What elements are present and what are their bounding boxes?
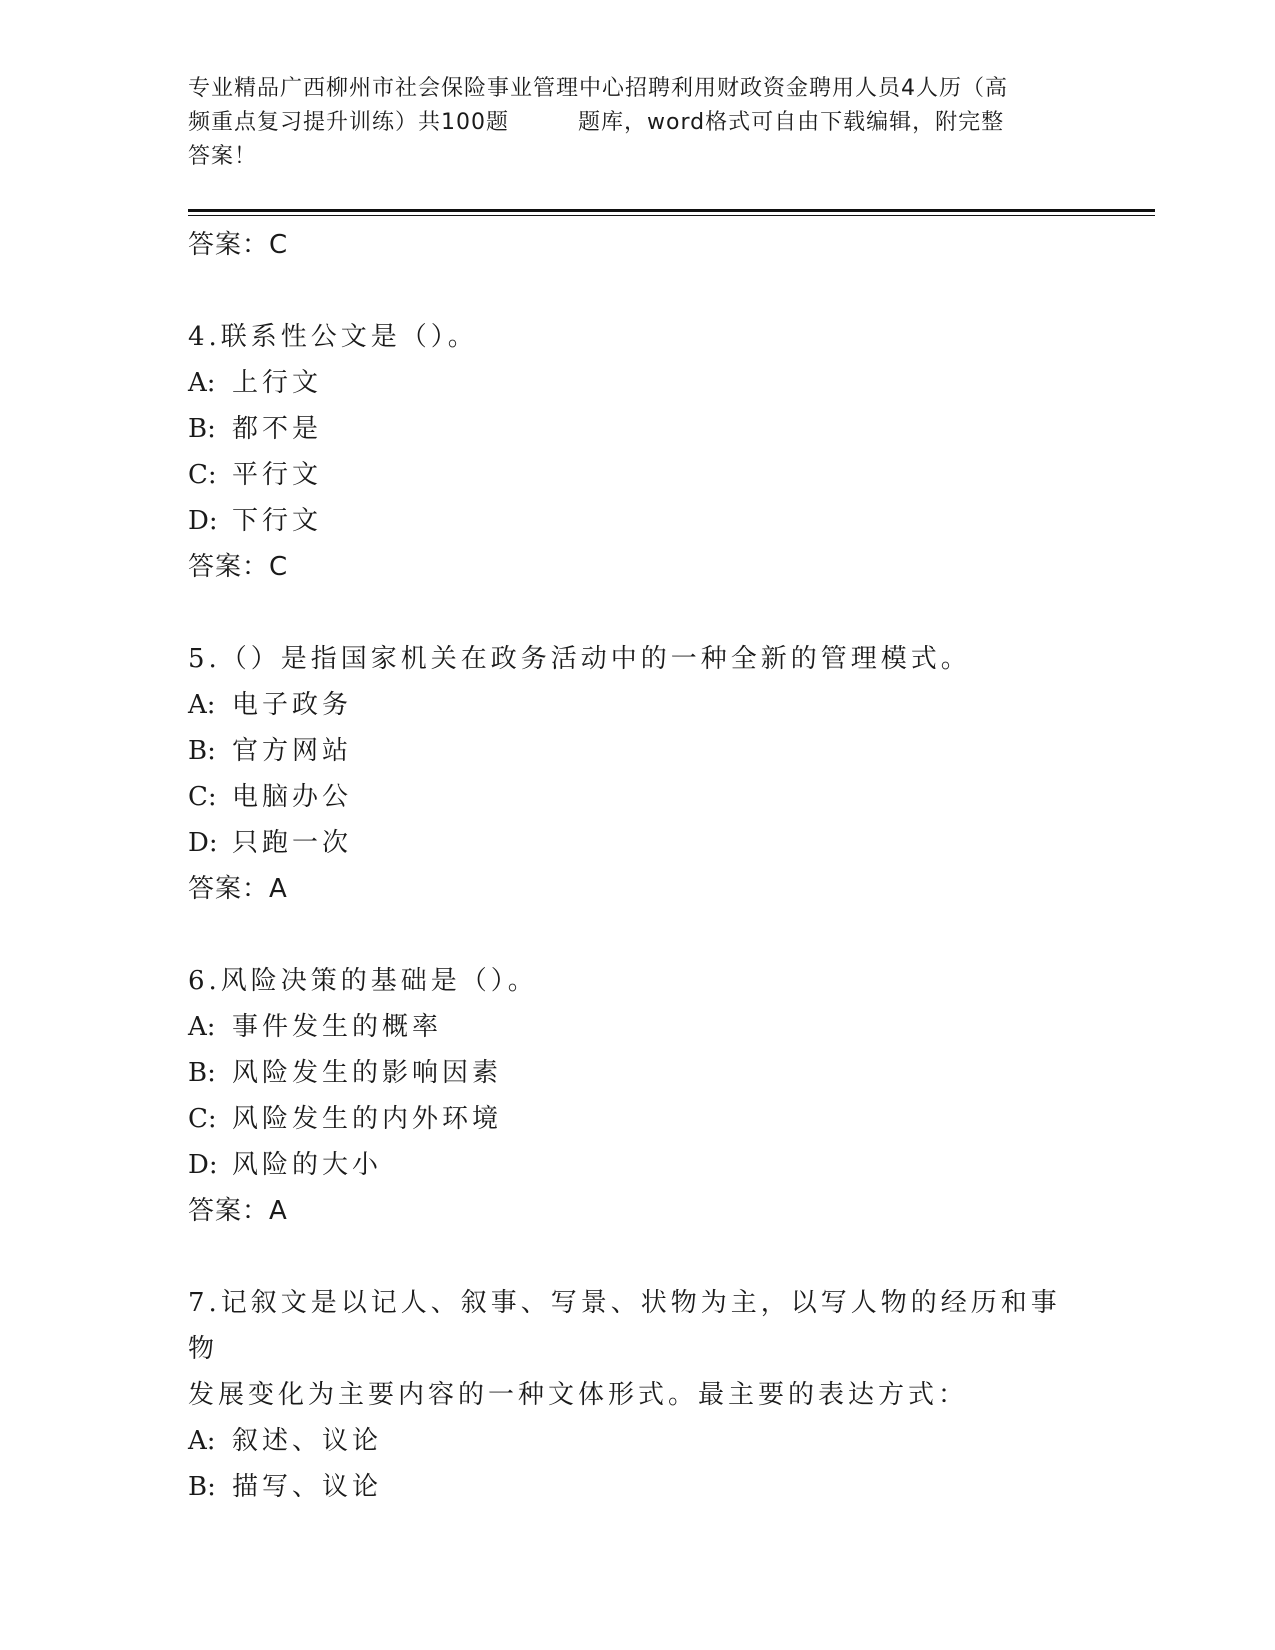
question-text-line: 发展变化为主要内容的一种文体形式。最主要的表达方式：: [188, 1380, 969, 1410]
spacer: [188, 590, 1088, 636]
question-text: 6.风险决策的基础是（）。: [188, 966, 538, 996]
option-letter: A:: [188, 1426, 216, 1456]
option-text: 风险发生的内外环境: [232, 1104, 503, 1134]
question-text-line: 7.记叙文是以记人、叙事、写景、状物为主，以写人物的经历和事物: [188, 1288, 1061, 1364]
option-b: [188, 1464, 1088, 1510]
option-letter: D:: [188, 1150, 218, 1180]
option-text: 上行文: [232, 368, 323, 398]
option-letter: C:: [188, 1104, 217, 1134]
option-text: 平行文: [232, 460, 323, 490]
answer-line: 答案：A: [188, 874, 288, 904]
option-letter: C:: [188, 460, 217, 490]
option-text: 描写、议论: [232, 1472, 383, 1502]
spacer: [188, 912, 1088, 958]
spacer: [188, 1234, 1088, 1280]
question-text: 5.（）是指国家机关在政务活动中的一种全新的管理模式。: [188, 644, 971, 674]
option-c: [188, 452, 1088, 498]
option-c: [188, 1096, 1088, 1142]
option-a: [188, 682, 1088, 728]
option-b: [188, 1050, 1088, 1096]
option-text: 电子政务: [232, 690, 353, 720]
option-text: 都不是: [232, 414, 323, 444]
option-text: 官方网站: [232, 736, 353, 766]
header-line: 答案！: [188, 144, 258, 169]
option-a: [188, 1418, 1088, 1464]
option-letter: A:: [188, 690, 216, 720]
option-letter: B:: [188, 1058, 216, 1088]
option-letter: D:: [188, 506, 218, 536]
option-b: [188, 728, 1088, 774]
option-d: [188, 498, 1088, 544]
option-b: [188, 406, 1088, 452]
option-c: [188, 774, 1088, 820]
answer-line: 答案：C: [188, 552, 289, 582]
header-line: 频重点复习提升训练）共100题 题库，word格式可自由下载编辑，附完整: [188, 110, 1005, 135]
option-text: 叙述、议论: [232, 1426, 383, 1456]
option-letter: B:: [188, 1472, 216, 1502]
question-text: 4.联系性公文是（）。: [188, 322, 478, 352]
option-a: [188, 1004, 1088, 1050]
option-letter: D:: [188, 828, 218, 858]
option-letter: C:: [188, 782, 217, 812]
option-text: 电脑办公: [232, 782, 353, 812]
option-text: 只跑一次: [232, 828, 353, 858]
answer-line: 答案：C: [188, 230, 289, 260]
option-text: 风险的大小: [232, 1150, 383, 1180]
answer-line: 答案：A: [188, 1196, 288, 1226]
document-body: [188, 222, 1088, 1510]
header-line: 专业精品广西柳州市社会保险事业管理中心招聘利用财政资金聘用人员4人历（高: [188, 76, 1008, 101]
option-d: [188, 1142, 1088, 1188]
page-header: [188, 72, 1088, 174]
header-divider: [188, 209, 1155, 212]
option-d: [188, 820, 1088, 866]
option-text: 事件发生的概率: [232, 1012, 443, 1042]
option-text: 风险发生的影响因素: [232, 1058, 503, 1088]
option-a: [188, 360, 1088, 406]
header-divider-thin: [188, 215, 1155, 216]
option-letter: B:: [188, 414, 216, 444]
spacer: [188, 268, 1088, 314]
option-letter: A:: [188, 1012, 216, 1042]
option-letter: B:: [188, 736, 216, 766]
option-letter: A:: [188, 368, 216, 398]
option-text: 下行文: [232, 506, 323, 536]
